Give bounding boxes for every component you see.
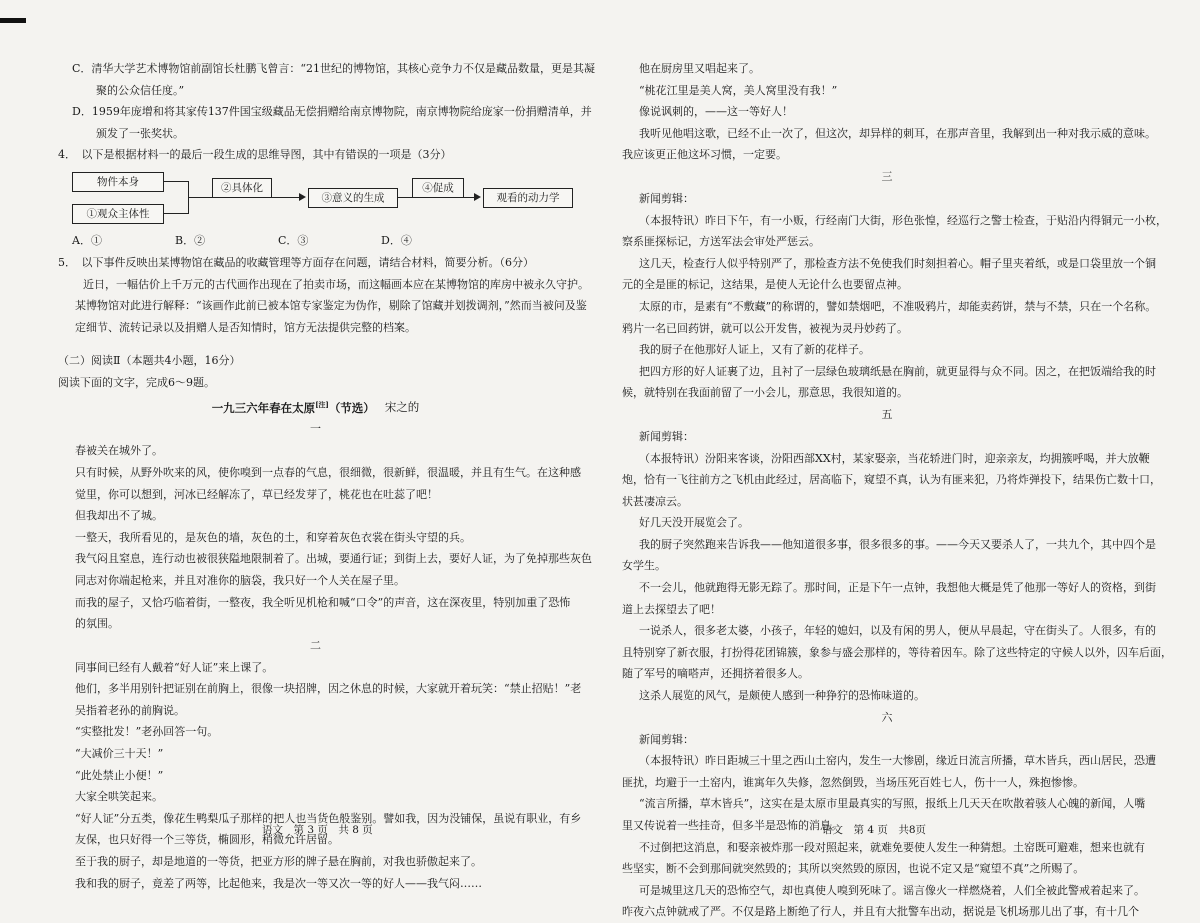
- paragraph: （本报特讯）汾阳来客谈，汾阳西部XX村，某家娶亲，当花轿进门时，迎亲亲友，均拥簇呼喝，并大放鞭: [639, 451, 1150, 465]
- q5-material: 某博物馆对此进行解释：“该画作此前已被本馆专家鉴定为伪作，剔除了馆藏并划拨调剂，”然而当被问及鉴: [75, 299, 587, 313]
- section-number: 五: [881, 407, 893, 421]
- paragraph: 一整天，我所看见的，是灰色的墙，灰色的土，和穿着灰色衣裳在街头守望的兵。: [75, 530, 471, 544]
- paragraph: “实整批发！”老孙回答一句。: [75, 725, 219, 739]
- paragraph: 同事间已经有人戴着“好人证”来上课了。: [75, 660, 274, 674]
- paragraph: （本报特讯）昨日距城三十里之西山土窑内，发生一大惨剧，缘近日流言所播，草木皆兵，西山居民，恐遭: [639, 754, 1156, 768]
- section-number: 二: [310, 638, 321, 652]
- q3-option-d-cont: 颁发了一张奖状。: [96, 126, 184, 140]
- q3-option-c-cont: 聚的公众信任度。”: [96, 83, 185, 97]
- choice-a: A．①: [72, 233, 102, 247]
- q3-option-c: C．清华大学艺术博物馆前副馆长杜鹏飞曾言：“21世纪的博物馆，其核心竞争力不仅是藏品数量，更是其凝: [72, 62, 596, 75]
- paragraph: 我和我的厨子，竟差了两等，比起他来，我是次一等又次一等的好人——我气闷……: [75, 876, 482, 890]
- paragraph: 而我的屋子，又恰巧临着街，一整夜，我全听见机枪和喊“口令”的声音，这在深夜里，特别加重了恐怖: [75, 595, 571, 609]
- article-title: 一九三六年春在太原[注]（节选） 宋之的: [211, 399, 420, 415]
- map-box-promote: ④促成: [412, 178, 464, 198]
- paragraph: 这杀人展览的风气，是颇使人感到一种狰狞的恐怖味道的。: [639, 689, 925, 703]
- paragraph: 我气闷且窒息，连行动也被很狭隘地限制着了。出城，要通行证；到街上去，要好人证，为了免掉那些灰色: [75, 552, 592, 566]
- paragraph: 吴指着老孙的前胸说。: [75, 703, 185, 717]
- paragraph: 觉里，你可以想到，河冰已经解冻了，草已经发芽了，桃花也在吐蕊了吧！: [75, 487, 438, 501]
- page-footer-4: 语文 第 4 页 共8页: [822, 824, 927, 836]
- paragraph: 道上去探望去了吧！: [622, 602, 721, 616]
- paragraph: 我应该更正他这坏习惯，一定要。: [622, 148, 787, 162]
- section-number: 一: [310, 422, 321, 436]
- paragraph: 友保，也只好得一个三等货，椭圆形，稍微允许居留。: [75, 833, 339, 847]
- section-number: 三: [881, 169, 893, 183]
- paragraph: 他们，多半用别针把证别在前胸上，很像一块招牌，因之休息的时候，大家就开着玩笑：“禁止招贴！”老: [75, 682, 582, 696]
- paragraph: “大减价三十天！”: [75, 747, 164, 761]
- news-clip-label: 新闻剪辑：: [639, 732, 694, 746]
- paragraph: 但我却出不了城。: [75, 509, 163, 523]
- paragraph: 的氛围。: [75, 617, 119, 631]
- paragraph: 状甚凄凉云。: [622, 494, 688, 508]
- section-heading: （二）阅读Ⅱ（本题共4小题，16分）: [58, 354, 241, 368]
- paragraph: 察系匪探标记，方送军法会审处严惩云。: [622, 235, 820, 249]
- paragraph: 候，就特别在我面前留了一小会儿，那意思，我很知道的。: [622, 386, 908, 400]
- paragraph: 像说讽刺的，——这一等好人！: [639, 105, 793, 119]
- choice-d: D．④: [381, 233, 412, 247]
- page-footer-3: 语文 第 3 页 共 8 页: [262, 824, 373, 836]
- news-clip-label: 新闻剪辑：: [639, 191, 694, 205]
- q3-option-d: D．1959年庞增和将其家传137件国宝级藏品无偿捐赠给南京博物院，南京博物院给庞家一份捐赠清单，并: [72, 105, 592, 119]
- paragraph: 这几天，检查行人似乎特别严了，那检查方法不免使我们时刻担着心。帽子里夹着纸，或是口袋里放一个铜: [639, 256, 1156, 270]
- paragraph: 太原的市，是素有“不敷藏”的称谓的，譬如禁烟吧，不准吸鸦片，却能卖药饼，禁与不禁，只在一个名称。: [639, 299, 1157, 313]
- news-clip-label: 新闻剪辑：: [639, 429, 694, 443]
- map-box-audience: ①观众主体性: [72, 204, 164, 224]
- paragraph: 我的厨子在他那好人证上，又有了新的花样子。: [639, 343, 870, 357]
- paragraph: 且特别穿了新衣服，打扮得花团锦簇，象参与盛会那样的，等待着因车。除了这些特定的守候人以外，囚车后面，: [622, 645, 1172, 659]
- q5-material: 近日，一幅估价上千万元的古代画作出现在了拍卖市场，而这幅画本应在某博物馆的库房中被永久守护。: [83, 277, 589, 291]
- paragraph: “此处禁止小便！”: [75, 768, 164, 782]
- paragraph: 只有时候，从野外吹来的风，使你嗅到一点春的气息，很细微，很新鲜，很温暖，并且有生气。在这种感: [75, 465, 581, 479]
- paragraph: 同志对你端起枪来，并且对准你的脑袋，我只好一个人关在屋子里。: [75, 573, 405, 587]
- paragraph: “流言所播，草木皆兵”，这实在是太原市里最真实的写照，报纸上几天天在吹散着骇人心魄的新闻，人嘴: [639, 797, 1146, 811]
- paragraph: 昨夜六点钟就戒了严。不仅是路上断绝了行人，并且有大批警车出动，据说是飞机场那儿出了事，有十几个: [622, 905, 1139, 919]
- section-number: 六: [881, 710, 893, 724]
- paragraph: “桃花江里是美人窝，美人窝里没有我！”: [639, 83, 838, 97]
- map-box-meaning: ③意义的生成: [308, 188, 398, 208]
- choice-c: C．③: [278, 233, 309, 247]
- paragraph: 至于我的厨子，却是地道的一等货，把亚方形的牌子悬在胸前，对我也骄傲起来了。: [75, 855, 482, 869]
- paragraph: 好几天没开展览会了。: [639, 516, 749, 530]
- paragraph: 鸦片一名已回药饼，就可以公开发售，被视为灵丹妙药了。: [622, 321, 908, 335]
- paragraph: 我的厨子突然跑来告诉我——他知道很多事，很多很多的事。——今天又要杀人了，一共九个，其中四个是: [639, 537, 1156, 551]
- paragraph: （本报特讯）昨日下午，有一小贩，行经南门大街，形色张惶，经巡行之警士检查，于贴沿内得铜元一小枚，: [639, 213, 1167, 227]
- paragraph: 可是城里这几天的恐怖空气，却也真使人嗅到死味了。谣言像火一样燃烧着，人们全被此警戒着起来了。: [639, 883, 1145, 897]
- map-box-dynamics: 观看的动力学: [483, 188, 573, 208]
- paragraph: 女学生。: [622, 559, 666, 573]
- paragraph: 他在厨房里又唱起来了。: [639, 62, 760, 75]
- paragraph: 我听见他唱这歌，已经不止一次了，但这次，却异样的刺耳，在那声音里，我解到出一种对我示威的意味。: [639, 126, 1156, 140]
- paragraph: 大家全哄笑起来。: [75, 790, 163, 804]
- paragraph: 元的全是匪的标记，这结果，是使人无论什么也要留点神。: [622, 278, 908, 292]
- paragraph: “好人证”分五类，像花生鸭梨瓜子那样的把人也当货色般鉴别。譬如我，因为没铺保，虽说有职业，有乡: [75, 811, 582, 825]
- paragraph: 随了军号的嘀嗒声，还拥挤着很多人。: [622, 667, 809, 681]
- paragraph: 春被关在城外了。: [75, 444, 163, 458]
- map-box-object: 物件本身: [72, 172, 164, 192]
- scan-mark: [0, 18, 26, 23]
- q5-stem: 5． 以下事件反映出某博物馆在藏品的收藏管理等方面存在问题，请结合材料，简要分析。（6分）: [58, 255, 534, 269]
- q4-stem: 4． 以下是根据材料一的最后一段生成的思维导图，其中有错误的一项是（3分）: [58, 148, 452, 162]
- q5-material: 定细节、流转记录以及捐赠人是否知情时，馆方无法提供完整的档案。: [75, 320, 416, 334]
- paragraph: 匪扰，均避于一土窑内，谁寓年久失修，忽然倒毁，当场压死百姓七人，伤十一人，殊抱惨惨。: [622, 775, 1084, 789]
- paragraph: 不过倒把这消息，和娶亲被炸那一段对照起来，就难免要使人发生一种猜想。土窑既可避难，想来也就有: [639, 840, 1145, 854]
- q4-choices: [58, 230, 573, 252]
- paragraph: 里又传说着一些挂奇，但多半是恐怖的消息。: [622, 819, 842, 832]
- map-box-concretize: ②具体化: [212, 178, 272, 198]
- paragraph: 不一会儿，他就跑得无影无踪了。那时间，正是下午一点钟，我想他大概是凭了他那一等好人的资格，到街: [639, 581, 1156, 595]
- choice-b: B．②: [175, 233, 206, 247]
- paragraph: 些坚实，断不会到那间就突然毁的；其所以突然毁的原因，也说不定又是“窥望不真”之所赐了。: [622, 862, 1085, 876]
- section-instruction: 阅读下面的文字，完成6～9题。: [58, 375, 215, 389]
- mind-map: [72, 170, 572, 228]
- paragraph: 一说杀人，很多老太婆，小孩子，年轻的媳妇，以及有闲的男人，便从早晨起，守在街头了。人很多，有的: [639, 624, 1156, 638]
- paragraph: 把四方形的好人证裹了边，且衬了一层绿色玻璃纸悬在胸前，就更显得与众不同。因之，在把饭端给我的时: [639, 364, 1156, 378]
- paragraph: 炮，恰有一飞往前方之飞机由此经过，居高临下，窥望不真，认为有匪来犯，乃将炸弹投下，结果伤亡数十口，: [622, 473, 1161, 487]
